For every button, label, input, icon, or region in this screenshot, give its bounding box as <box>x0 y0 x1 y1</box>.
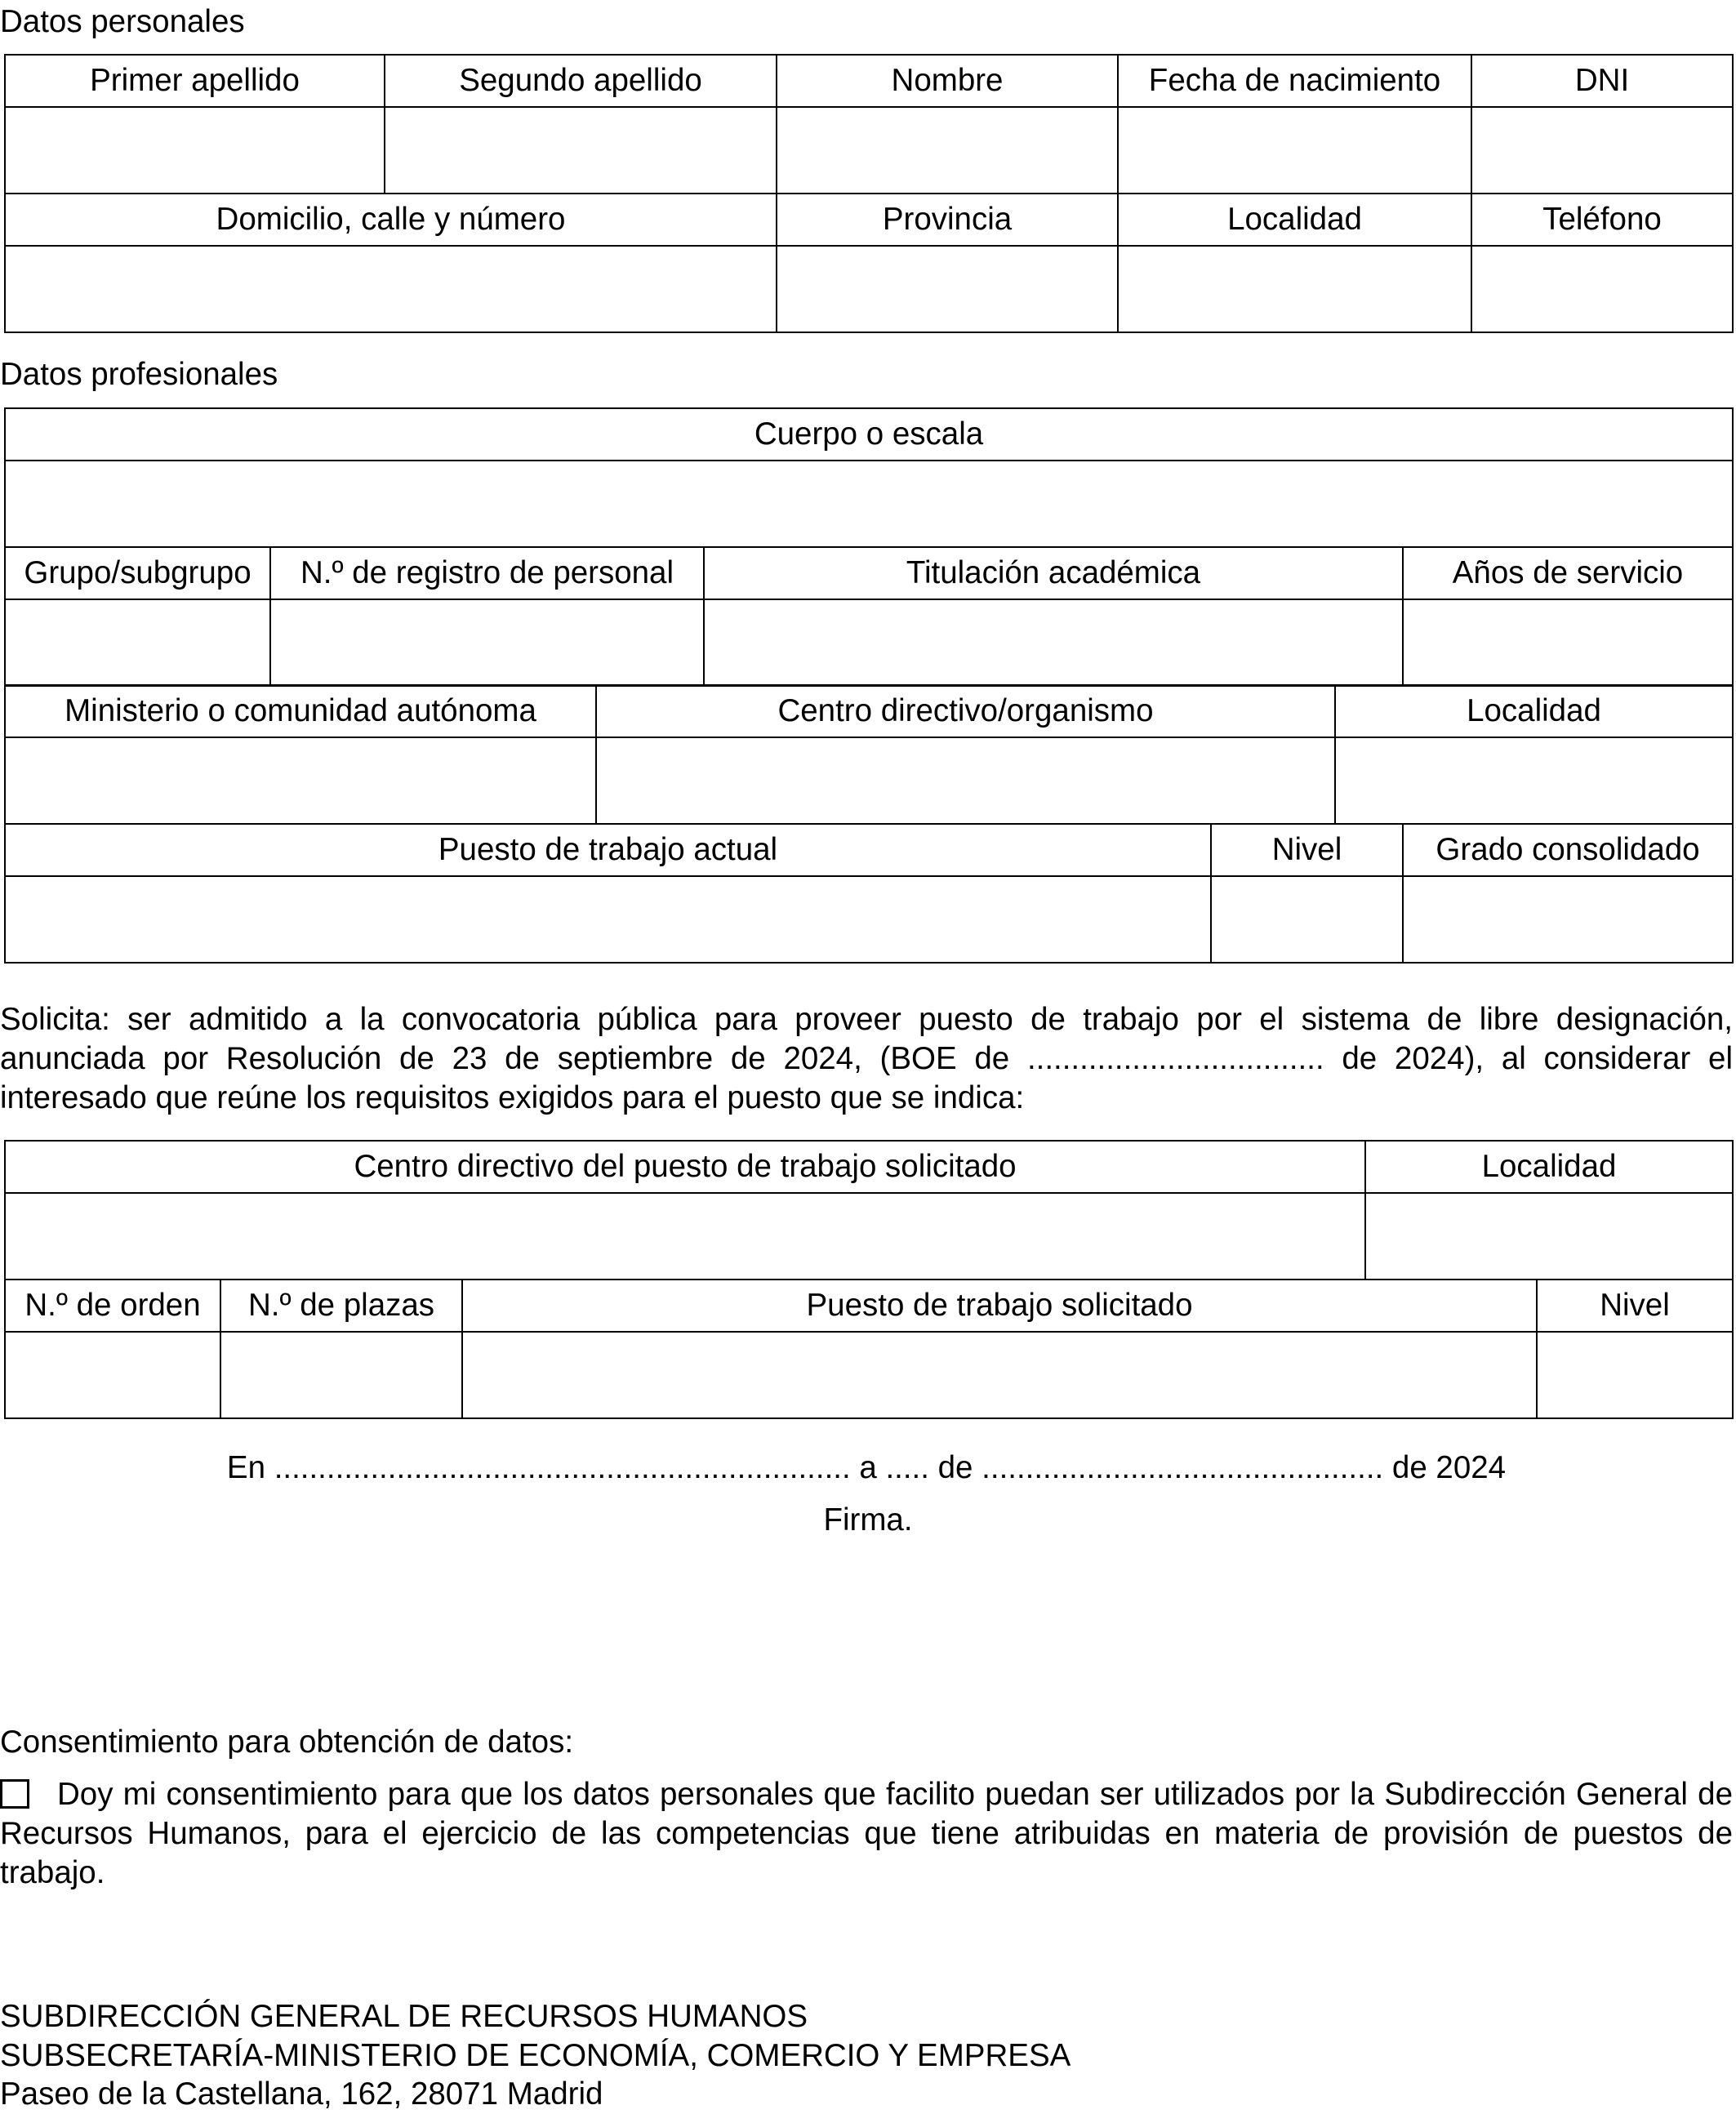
order-number-field[interactable] <box>5 1332 220 1418</box>
header-locality: Localidad <box>1118 194 1471 246</box>
header-ministry: Ministerio o comunidad autónoma <box>5 685 596 737</box>
professional-data-title: Datos profesionales <box>0 357 278 392</box>
header-order-number: N.º de orden <box>5 1280 220 1332</box>
header-requested-level: Nivel <box>1537 1280 1733 1332</box>
header-first-surname: Primer apellido <box>5 55 385 107</box>
consent-paragraph <box>0 1775 1733 1893</box>
header-current-position: Puesto de trabajo actual <box>5 824 1211 876</box>
requested-position-grid <box>4 1140 1732 1421</box>
consent-checkbox[interactable] <box>0 1779 29 1809</box>
address-field[interactable] <box>5 246 777 332</box>
header-professional-locality: Localidad <box>1335 685 1733 737</box>
body-scale-field[interactable] <box>5 461 1733 547</box>
header-consolidated-grade: Grado consolidado <box>1403 824 1733 876</box>
header-years-service: Años de servicio <box>1403 547 1733 599</box>
directive-center-field[interactable] <box>596 737 1335 824</box>
professional-grid <box>4 407 1732 969</box>
header-phone: Teléfono <box>1471 194 1733 246</box>
date-line: En .................................................................. a ..... de .............................................. de 2024 <box>226 1450 1507 1485</box>
professional-row-position <box>4 823 1734 964</box>
header-registry-number: N.º de registro de personal <box>270 547 704 599</box>
requested-level-field[interactable] <box>1537 1332 1733 1418</box>
dni-field[interactable] <box>1471 107 1733 194</box>
requested-position-field[interactable] <box>462 1332 1537 1418</box>
personal-data-table <box>4 54 1734 333</box>
header-level: Nivel <box>1211 824 1403 876</box>
years-service-field[interactable] <box>1403 599 1733 686</box>
header-name: Nombre <box>777 55 1118 107</box>
ministry-field[interactable] <box>5 737 596 824</box>
level-field[interactable] <box>1211 876 1403 963</box>
registry-number-field[interactable] <box>270 599 704 686</box>
header-dni: DNI <box>1471 55 1733 107</box>
header-address: Domicilio, calle y número <box>5 194 777 246</box>
second-surname-field[interactable] <box>385 107 777 194</box>
consent-title: Consentimiento para obtención de datos: <box>0 1725 574 1760</box>
locality-field[interactable] <box>1118 246 1471 332</box>
header-places-number: N.º de plazas <box>220 1280 462 1332</box>
signature-label: Firma. <box>823 1502 913 1538</box>
personal-data-title: Datos personales <box>0 4 245 39</box>
group-field[interactable] <box>5 599 270 686</box>
header-directive-center: Centro directivo/organismo <box>596 685 1335 737</box>
places-number-field[interactable] <box>220 1332 462 1418</box>
professional-row-ministry <box>4 684 1734 825</box>
footer-line-2: SUBSECRETARÍA-MINISTERIO DE ECONOMÍA, COMERCIO Y EMPRESA <box>0 2038 1071 2073</box>
consent-text: Doy mi consentimiento para que los datos personales que facilito puedan ser utilizados por la Subdirección General de Recursos Humanos, para el ejercicio de las competencias que tiene atribuidas en materia de provisión de puestos de trabajo. <box>0 1777 1733 1890</box>
degree-field[interactable] <box>704 599 1403 686</box>
consolidated-grade-field[interactable] <box>1403 876 1733 963</box>
first-surname-field[interactable] <box>5 107 385 194</box>
header-birth-date: Fecha de nacimiento <box>1118 55 1471 107</box>
request-paragraph: Solicita: ser admitido a la convocatoria pública para proveer puesto de trabajo por el sistema de libre designación, anunciada por Resolución de 23 de septiembre de 2024, (BOE de .................................. de 2024), al considerar el interesado que reúne los requisitos exigidos para el puesto que se indica: <box>0 1002 1733 1115</box>
requested-row-center <box>4 1140 1734 1280</box>
footer-line-3: Paseo de la Castellana, 162, 28071 Madrid <box>0 2076 603 2112</box>
phone-field[interactable] <box>1471 246 1733 332</box>
requested-locality-field[interactable] <box>1365 1193 1733 1280</box>
name-field[interactable] <box>777 107 1118 194</box>
header-requested-locality: Localidad <box>1365 1141 1733 1193</box>
professional-row-group <box>4 546 1734 687</box>
header-requested-position: Puesto de trabajo solicitado <box>462 1280 1537 1332</box>
header-body-scale: Cuerpo o escala <box>5 408 1733 461</box>
birth-date-field[interactable] <box>1118 107 1471 194</box>
footer-line-1: SUBDIRECCIÓN GENERAL DE RECURSOS HUMANOS <box>0 1999 808 2034</box>
header-second-surname: Segundo apellido <box>385 55 777 107</box>
province-field[interactable] <box>777 246 1118 332</box>
current-position-field[interactable] <box>5 876 1211 963</box>
requested-center-field[interactable] <box>5 1193 1365 1280</box>
header-requested-center: Centro directivo del puesto de trabajo solicitado <box>5 1141 1365 1193</box>
header-province: Provincia <box>777 194 1118 246</box>
header-group: Grupo/subgrupo <box>5 547 270 599</box>
professional-row-body <box>4 407 1734 548</box>
requested-row-position <box>4 1279 1734 1419</box>
professional-locality-field[interactable] <box>1335 737 1733 824</box>
header-degree: Titulación académica <box>704 547 1403 599</box>
